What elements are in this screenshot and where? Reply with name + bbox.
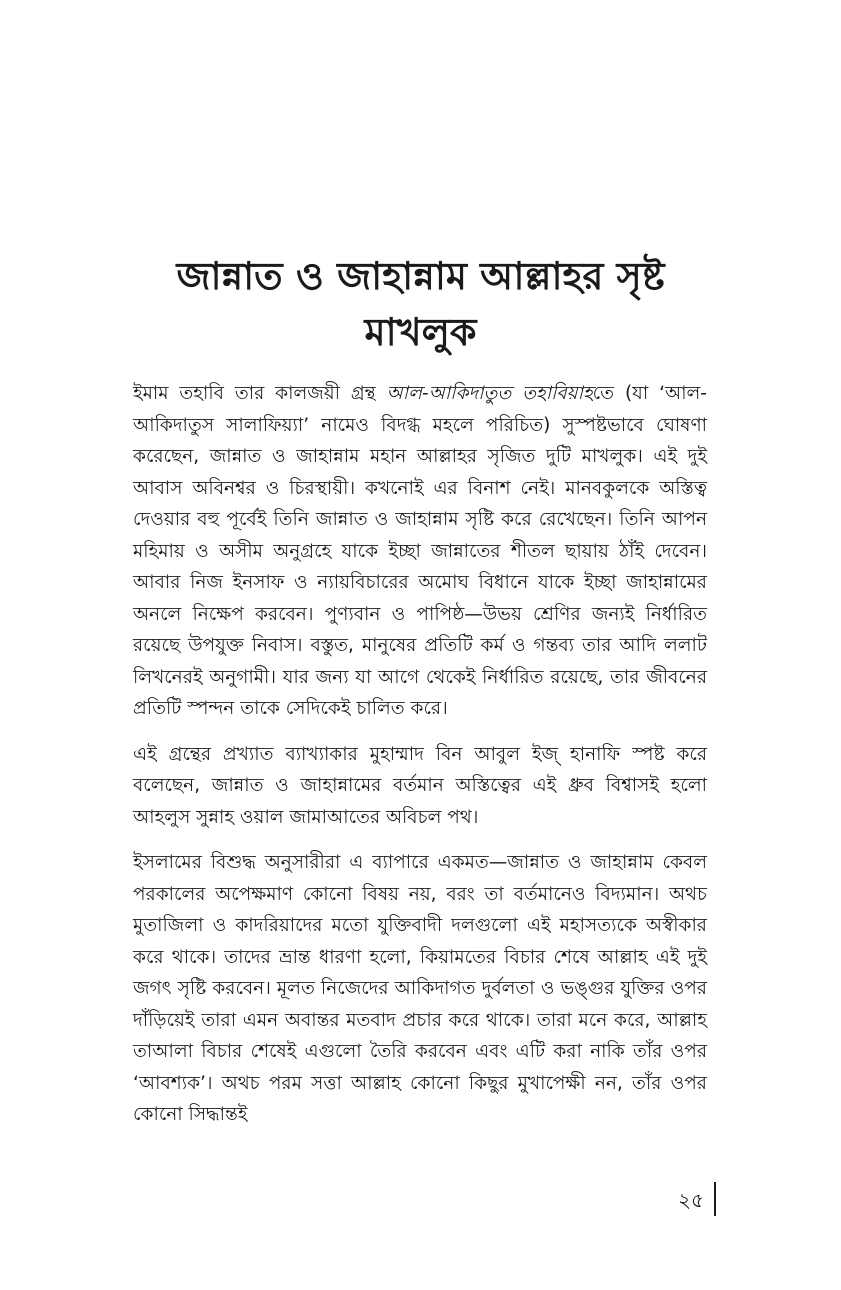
chapter-title: [120, 248, 721, 360]
paragraph-3: ইসলামের বিশুদ্ধ অনুসারীরা এ ব্যাপারে একমত—জান্নাত ও জাহান্নাম কেবল পরকালের অপেক্ষমাণ কোনো বিষয় নয়, বরং তা বর্তমানেও বিদ্যমান। অথচ মুতাজিলা ও কাদরিয়াদের মতো যুক্তিবাদী দলগুলো এই মহাসত্যকে অস্বীকার করে থাকে। তাদের ভ্রান্ত ধারণা হলো, কিয়ামতের বিচার শেষে আল্লাহ এই দুই জগৎ সৃষ্টি করবেন। মূলত নিজেদের আকিদাগত দুর্বলতা ও ভঙ্গুর যুক্তির ওপর দাঁড়িয়েই তারা এমন অবান্তর মতবাদ প্রচার করে থাকে। তারা মনে করে, আল্লাহ তাআলা বিচার শেষেই এগুলো তৈরি করবেন এবং এটি করা নাকি তাঁর ওপর ‘আবশ্যক’। অথচ পরম সত্তা আল্লাহ কোনো কিছুর মুখাপেক্ষী নন, তাঁর ওপর কোনো সিদ্ধান্তই: [133, 852, 707, 1125]
chapter-title-line-2: মাখলুক: [364, 310, 477, 354]
page-number-rule: [714, 1182, 716, 1216]
paragraph-2: এই গ্রন্থের প্রখ্যাত ব্যাখ্যাকার মুহাম্মাদ বিন আবুল ইজ্ হানাফি স্পষ্ট করে বলেছেন, জান্নাত ও জাহান্নামের বর্তমান অস্তিত্বের এই ধ্রুব বিশ্বাসই হলো আহলুস সুন্নাহ ওয়াল জামাআতের অবিচল পথ।: [133, 743, 707, 828]
page-number: ২৫: [678, 1188, 704, 1212]
paragraph-1: [133, 378, 707, 725]
paragraph-1-lead: ইমাম তহাবি তার কালজয়ী গ্রন্থ: [133, 383, 387, 404]
chapter-body: [133, 378, 707, 1145]
book-title-italic: আল-আকিদাতুত তহাবিয়াহ: [386, 383, 593, 404]
paragraph-1-rest: তে (যা ‘আল-আকিদাতুস সালাফিয়্যা’ নামেও বিদগ্ধ মহলে পরিচিত) সুস্পষ্টভাবে ঘোষণা করেছেন, জান্নাত ও জাহান্নাম মহান আল্লাহর সৃজিত দুটি মাখলুক। এই দুই আবাস অবিনশ্বর ও চিরস্থায়ী। কখনোই এর বিনাশ নেই। মানবকুলকে অস্তিত্ব দেওয়ার বহু পূর্বেই তিনি জান্নাত ও জাহান্নাম সৃষ্টি করে রেখেছেন। তিনি আপন মহিমায় ও অসীম অনুগ্রহে যাকে ইচ্ছা জান্নাতের শীতল ছায়ায় ঠাঁই দেবেন। আবার নিজ ইনসাফ ও ন্যায়বিচারের অমোঘ বিধানে যাকে ইচ্ছা জাহান্নামের অনলে নিক্ষেপ করবেন। পুণ্যবান ও পাপিষ্ঠ—উভয় শ্রেণির জন্যই নির্ধারিত রয়েছে উপযুক্ত নিবাস। বস্তুত, মানুষের প্রতিটি কর্ম ও গন্তব্য তার আদি ললাট লিখনেরই অনুগামী। যার জন্য যা আগে থেকেই নির্ধারিত রয়েছে, তার জীবনের প্রতিটি স্পন্দন তাকে সেদিকেই চালিত করে।: [133, 383, 707, 719]
chapter-title-line-1: জান্নাত ও জাহান্নাম আল্লাহর সৃষ্ট: [176, 254, 665, 298]
